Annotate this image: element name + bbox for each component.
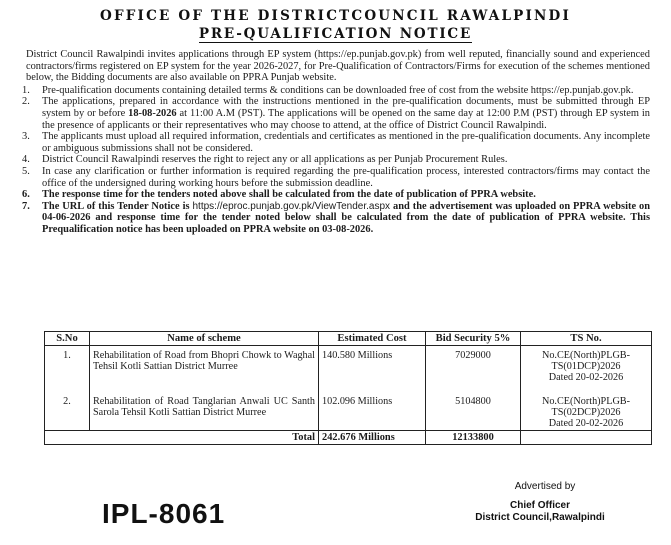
total-bid-security: 12133800 bbox=[426, 431, 521, 445]
item-text: The applicants must upload all required information, credentials and certificates as mentioned in the pre-qualification documents. Any incomplete or ambiguous submissions shall not be considered. bbox=[42, 131, 650, 154]
item-number: 4. bbox=[22, 154, 30, 166]
cell-ts-no bbox=[521, 346, 652, 396]
table-total-row bbox=[45, 431, 652, 445]
schemes-table bbox=[44, 331, 652, 445]
item-number: 5. bbox=[22, 165, 30, 177]
item-number: 1. bbox=[22, 84, 30, 96]
notice-body bbox=[22, 49, 650, 236]
header-scheme-name: Name of scheme bbox=[90, 332, 319, 346]
total-label: Total bbox=[45, 431, 319, 445]
ts-number: No.CE(North)PLGB-TS(01DCP)2026 bbox=[541, 350, 630, 372]
signatory-block bbox=[425, 500, 655, 524]
cell-scheme-name: Rehabilitation of Road Tanglarian Anwali UC Santh Sarola Tehsil Kotli Sattian District Murree bbox=[90, 395, 319, 431]
total-cost: 242.676 Millions bbox=[319, 431, 426, 445]
item-number: 6. bbox=[22, 189, 30, 201]
cell-sno: 2. bbox=[45, 395, 90, 431]
ts-number: No.CE(North)PLGB-TS(02DCP)2026 bbox=[541, 396, 630, 418]
item-number: 2. bbox=[22, 96, 30, 108]
office-title: OFFICE OF THE DISTRICTCOUNCIL RAWALPINDI bbox=[100, 8, 571, 24]
list-item-5 bbox=[22, 166, 650, 189]
advertised-by: Advertised by bbox=[514, 481, 576, 492]
list-item-4 bbox=[22, 154, 650, 166]
item-text-pre: The applications, prepared in accordance with the instructions mentioned in the pre-qualification documents, must be submitted through EP system by or before bbox=[42, 96, 650, 119]
council-name: District Council,Rawalpindi bbox=[475, 512, 605, 523]
deadline-date: 18-08-2026 bbox=[128, 107, 177, 119]
item-text-post: and the advertisement was uploaded on PPRA website on 04-06-2026 and response time for the tender noted below shall be calculated from the date of publication of PPRA website. This Prequalification notice has been uploaded on PPRA website on 03-08-2026. bbox=[42, 200, 651, 235]
notice-title-text: PRE-QUALIFICATION NOTICE bbox=[198, 26, 473, 42]
list-item-3 bbox=[22, 131, 650, 154]
tender-url-link[interactable]: https://eproc.punjab.gov.pk/ViewTender.aspx bbox=[192, 200, 391, 212]
item-text-pre: The URL of this Tender Notice is bbox=[42, 200, 193, 212]
cell-scheme-name: Rehabilitation of Road from Bhopri Chowk to Waghal Tehsil Kotli Sattian District Murree bbox=[90, 346, 319, 396]
cell-bid-security: 5104800 bbox=[426, 395, 521, 431]
ts-date: Dated 20-02-2026 bbox=[548, 372, 624, 383]
cell-estimated-cost: 140.580 Millions bbox=[319, 346, 426, 396]
total-ts-blank bbox=[521, 431, 652, 445]
ipl-number: IPL-8061 bbox=[102, 498, 226, 529]
header-sno: S.No bbox=[45, 332, 90, 346]
item-text: Pre-qualification documents containing detailed terms & conditions can be downloaded free of cost from the website https://ep.punjab.gov.pk. bbox=[42, 84, 634, 96]
notice-title bbox=[0, 26, 671, 42]
item-text-post: at 11:00 A.M (PST). The applications will be opened on the same day at 12:00 P.M (PST) through EP system in the presence of applicants or their representatives who may choose to attend, at the office of District Council Rawalpindi. bbox=[42, 107, 650, 131]
cell-bid-security: 7029000 bbox=[426, 346, 521, 396]
list-item-6 bbox=[22, 189, 650, 201]
item-number: 7. bbox=[22, 200, 30, 212]
item-text: District Council Rawalpindi reserves the right to reject any or all applications as per Punjab Procurement Rules. bbox=[42, 154, 508, 166]
item-text: In case any clarification or further information is required regarding the pre-qualification process, interested contractors/firms may contact the office of the undersigned during working hours before the submission deadline. bbox=[42, 165, 650, 189]
header-bid-security: Bid Security 5% bbox=[426, 332, 521, 346]
ts-date: Dated 20-02-2026 bbox=[548, 418, 624, 429]
list-item-7 bbox=[22, 201, 650, 236]
chief-officer: Chief Officer bbox=[509, 500, 570, 511]
cell-estimated-cost: 102.096 Millions bbox=[319, 395, 426, 431]
cell-ts-no bbox=[521, 395, 652, 431]
table-header-row bbox=[45, 332, 652, 346]
cell-sno: 1. bbox=[45, 346, 90, 396]
list-item-2 bbox=[22, 96, 650, 131]
table-row bbox=[45, 346, 652, 396]
item-text: The response time for the tenders noted above shall be calculated from the date of publication of PPRA website. bbox=[42, 189, 536, 201]
item-text bbox=[42, 201, 650, 236]
item-text bbox=[42, 96, 650, 131]
list-item-1 bbox=[22, 85, 650, 97]
header-ts-no: TS No. bbox=[521, 332, 652, 346]
table-row bbox=[45, 395, 652, 431]
header-estimated-cost: Estimated Cost bbox=[319, 332, 426, 346]
item-number: 3. bbox=[22, 131, 30, 143]
intro-paragraph: District Council Rawalpindi invites applications through EP system (https://ep.punjab.gov.pk) from well reputed, financially sound and experienced contractors/firms registered on EP system for the year 2026-2027, for Pre-Qualification of Contractors/Firms for execution of the schemes mentioned below, the Bidding documents are also available on PPRA Punjab website. bbox=[26, 49, 650, 84]
